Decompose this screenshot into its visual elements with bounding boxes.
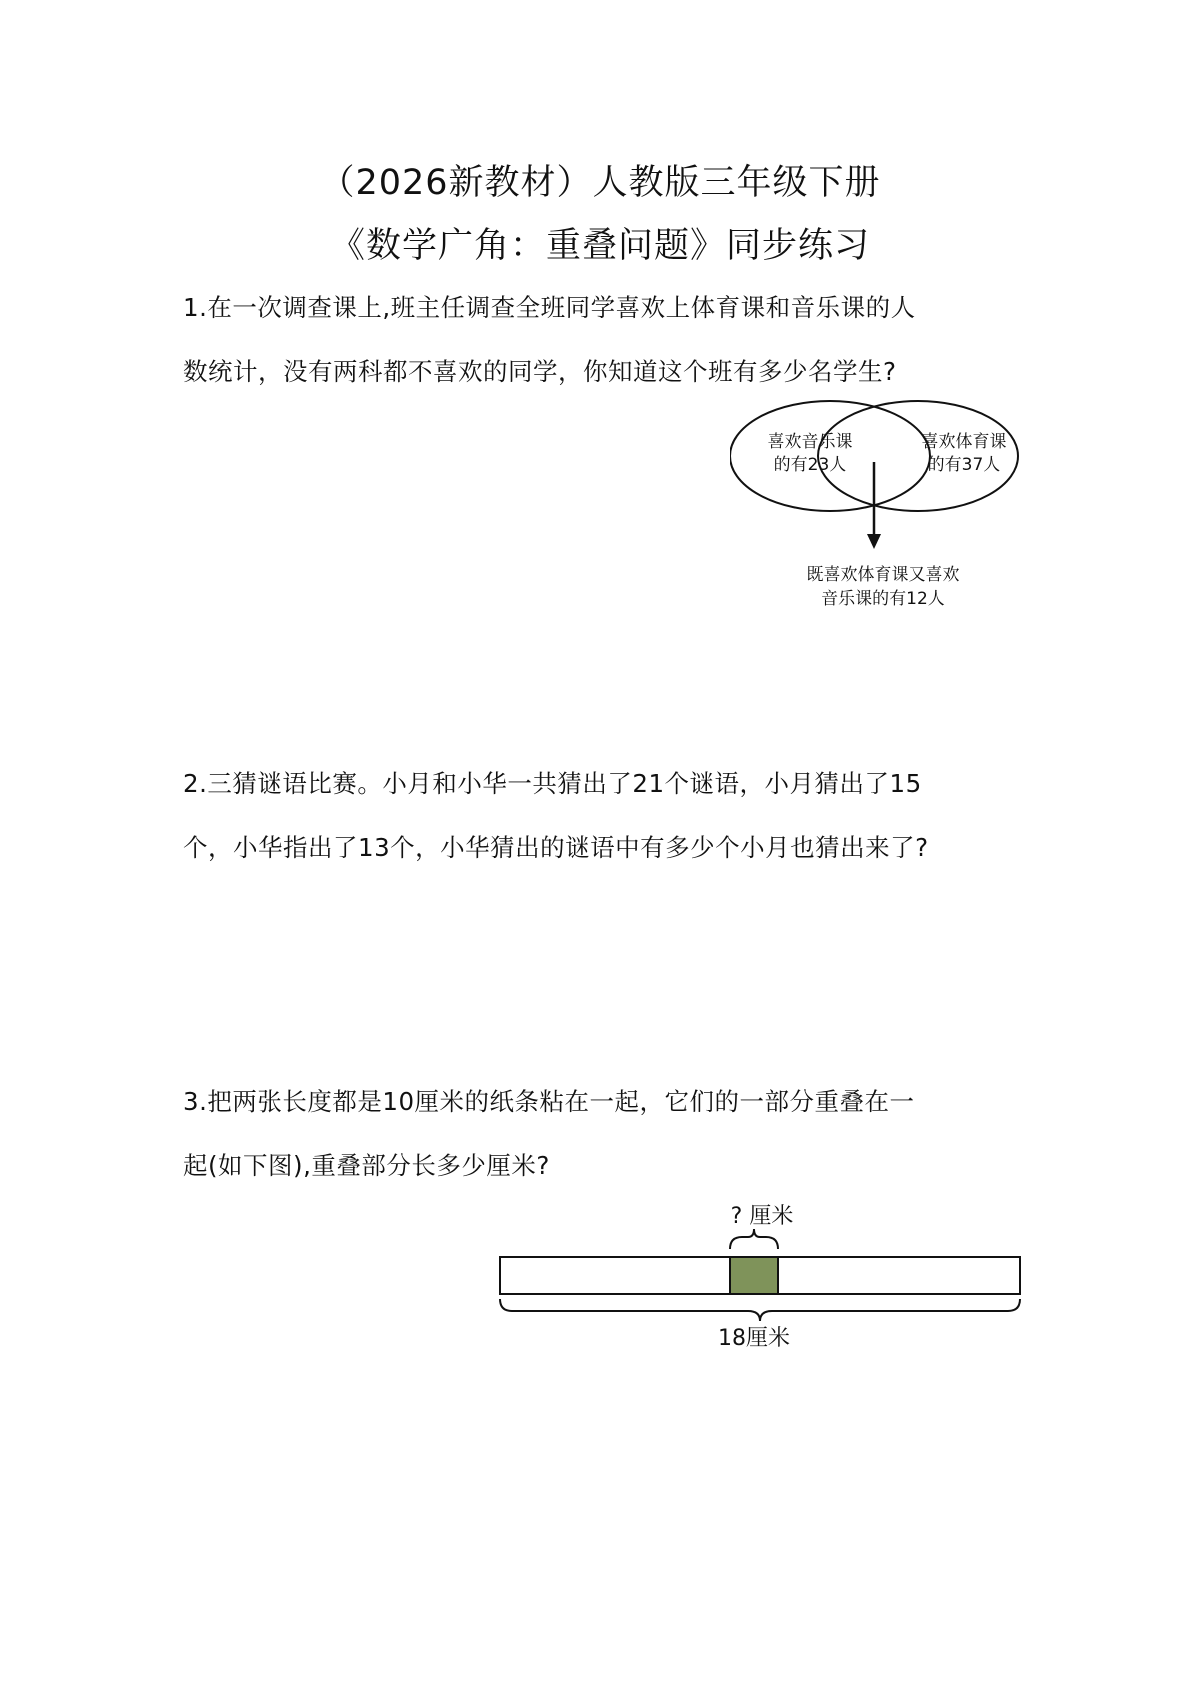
music-set-label-line-1: 喜欢音乐课	[767, 432, 853, 452]
music-set-label-line-2: 的有23人	[773, 455, 847, 475]
paper-strip-diagram	[490, 1195, 1030, 1365]
worksheet-subtitle: 《数学广角：重叠问题》同步练习	[329, 226, 870, 266]
pe-set-label-line-2: 的有37人	[927, 455, 1001, 475]
venn-diagram	[730, 398, 1030, 618]
question-3-line-2: 起(如下图),重叠部分长多少厘米?	[183, 1151, 550, 1180]
pe-set-label-line-1: 喜欢体育课	[921, 432, 1007, 452]
question-1	[183, 276, 1028, 404]
question-1-line-1: 1.在一次调查课上,班主任调查全班同学喜欢上体育课和音乐课的人	[183, 293, 916, 322]
total-length-label: 18厘米	[718, 1326, 790, 1351]
question-1-line-2: 数统计，没有两科都不喜欢的同学，你知道这个班有多少名学生?	[183, 357, 897, 386]
total-length-brace	[500, 1299, 1020, 1321]
question-3-line-1: 3.把两张长度都是10厘米的纸条粘在一起，它们的一部分重叠在一	[183, 1087, 915, 1116]
question-2	[183, 752, 1028, 880]
worksheet-title: （2026新教材）人教版三年级下册	[319, 163, 881, 203]
overlap-length-label: ? 厘米	[730, 1204, 794, 1229]
overlap-segment	[730, 1257, 778, 1294]
arrow-down-icon	[867, 534, 881, 549]
overlap-label-line-2: 音乐课的有12人	[821, 589, 945, 609]
question-2-line-2: 个，小华指出了13个，小华猜出的谜语中有多少个小月也猜出来了?	[183, 833, 929, 862]
question-2-line-1: 2.三猜谜语比赛。小月和小华一共猜出了21个谜语，小月猜出了15	[183, 769, 922, 798]
overlap-brace	[730, 1229, 778, 1249]
overlap-label-line-1: 既喜欢体育课又喜欢	[806, 565, 960, 585]
question-3	[183, 1070, 1028, 1198]
